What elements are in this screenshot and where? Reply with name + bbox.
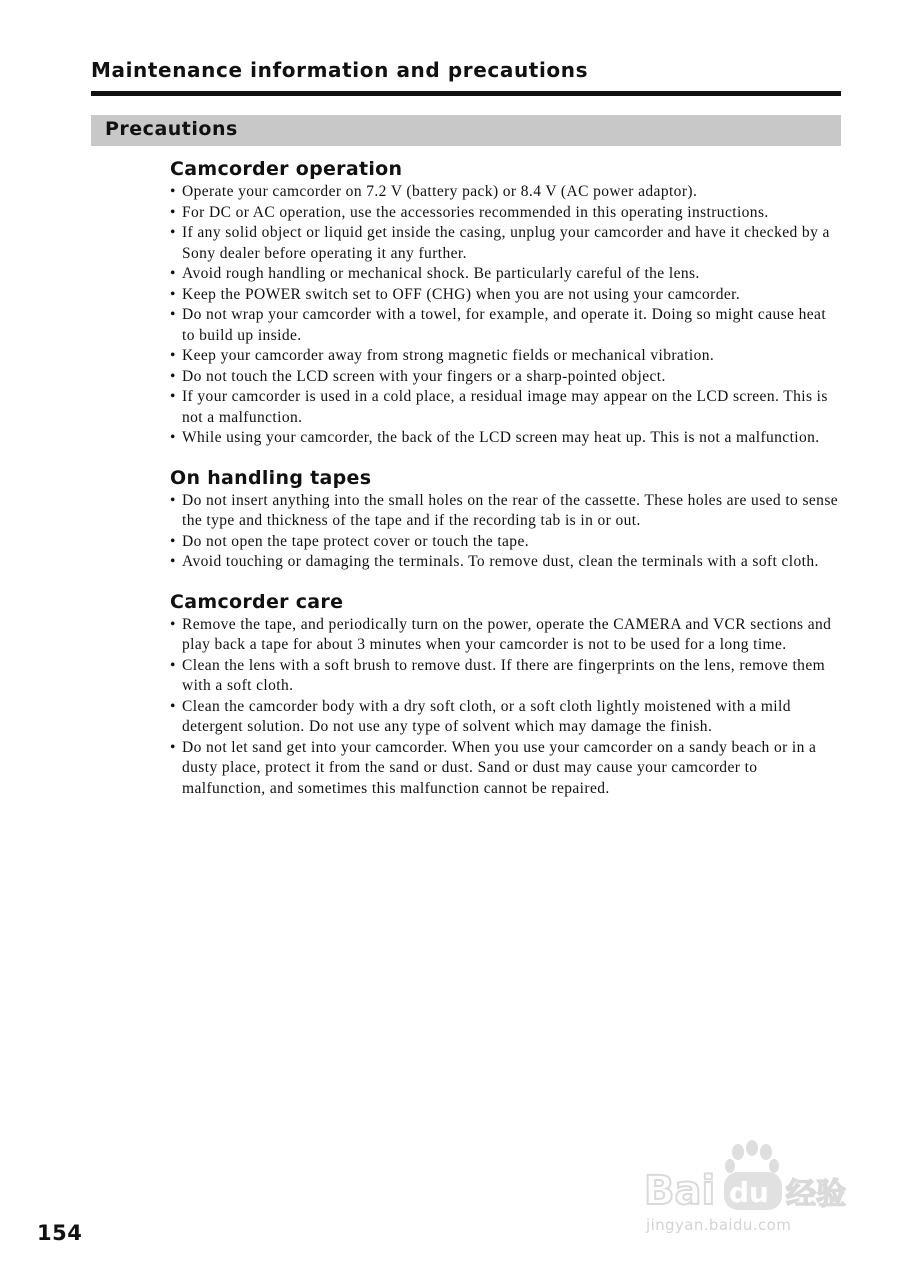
list-item (170, 285, 842, 306)
list-item (170, 738, 842, 800)
list-item (170, 346, 842, 367)
bullet-icon: • (170, 697, 176, 715)
list-item (170, 697, 842, 738)
list-item-text: While using your camcorder, the back of the LCD screen may heat up. This is not a malfunction. (182, 429, 820, 446)
subsection-camcorder-care (170, 589, 842, 800)
bullet-icon: • (170, 615, 176, 633)
bullet-icon: • (170, 553, 176, 570)
section-title: Precautions (105, 118, 238, 140)
section-bar (91, 115, 841, 146)
baidu-watermark (640, 1138, 850, 1248)
bullet-icon: • (170, 491, 176, 509)
bullet-icon: • (170, 388, 176, 405)
list-item (170, 552, 842, 573)
bullet-list (170, 491, 842, 573)
svg-text:经验: 经验 (786, 1177, 846, 1212)
list-item-text: Do not insert anything into the small holes on the rear of the cassette. These holes are used to sense the type and thickness of the tape and if the recording tab is in or out. (182, 491, 839, 529)
subsection-heading: Camcorder operation (170, 158, 403, 180)
list-item-text: Clean the camcorder body with a dry soft cloth, or a soft cloth lightly moistened with a mild detergent solution. Do not use any type of solvent which may damage the finish. (182, 697, 791, 735)
list-item-text: Clean the lens with a soft brush to remove dust. If there are fingerprints on the lens, remove them with a soft cloth. (182, 656, 826, 694)
content-body (170, 156, 842, 815)
bullet-icon: • (170, 285, 176, 303)
list-item (170, 264, 842, 285)
bullet-icon: • (170, 347, 176, 364)
list-item-text: Keep your camcorder away from strong magnetic fields or mechanical vibration. (182, 347, 715, 364)
list-item-text: Operate your camcorder on 7.2 V (battery pack) or 8.4 V (AC power adaptor). (182, 183, 698, 200)
bullet-icon: • (170, 183, 176, 200)
list-item (170, 491, 842, 532)
list-item (170, 182, 842, 203)
page-number: 154 (37, 1221, 83, 1245)
list-item-text: Do not wrap your camcorder with a towel, for example, and operate it. Doing so might cause heat to build up inside. (182, 306, 827, 344)
bullet-icon: • (170, 656, 176, 674)
list-item (170, 203, 842, 224)
bullet-icon: • (170, 367, 176, 385)
bullet-icon: • (170, 203, 176, 221)
list-item-text: If any solid object or liquid get inside the casing, unplug your camcorder and have it checked by a Sony dealer before operating it any further. (182, 224, 830, 262)
list-item-text: Do not let sand get into your camcorder. When you use your camcorder on a sandy beach or in a dusty place, protect it from the sand or dust. Sand or dust may cause your camcorder to malfunction, and sometimes this malfunction cannot be repaired. (182, 738, 817, 797)
bullet-icon: • (170, 738, 176, 756)
list-item-text: For DC or AC operation, use the accessories recommended in this operating instructions. (182, 203, 769, 221)
list-item (170, 367, 842, 388)
list-item (170, 532, 842, 553)
bullet-list (170, 182, 842, 449)
list-item-text: Do not touch the LCD screen with your fingers or a sharp-pointed object. (182, 367, 666, 385)
bullet-icon: • (170, 224, 176, 241)
watermark-url: jingyan.baidu.com (646, 1216, 792, 1234)
subsection-heading: Camcorder care (170, 590, 344, 613)
list-item-text: Avoid touching or damaging the terminals. To remove dust, clean the terminals with a soft cloth. (182, 553, 819, 570)
list-item (170, 656, 842, 697)
list-item-text: If your camcorder is used in a cold place, a residual image may appear on the LCD screen. This is not a malfunction. (182, 388, 828, 426)
svg-text:Bai: Bai (644, 1168, 716, 1214)
bullet-icon: • (170, 306, 176, 323)
list-item-text: Remove the tape, and periodically turn on the power, operate the CAMERA and VCR sections and play back a tape for about 3 minutes when your camcorder is not to be used for a long time. (182, 615, 832, 653)
bullet-icon: • (170, 429, 176, 446)
list-item (170, 428, 842, 449)
list-item-text: Avoid rough handling or mechanical shock. Be particularly careful of the lens. (182, 265, 700, 282)
subsection-camcorder-operation (170, 156, 842, 449)
list-item (170, 387, 842, 428)
subsection-handling-tapes (170, 465, 842, 573)
bullet-icon: • (170, 532, 176, 550)
page-header-title: Maintenance information and precautions (91, 58, 589, 82)
bullet-list (170, 615, 842, 800)
list-item (170, 305, 842, 346)
svg-text:du: du (729, 1176, 769, 1209)
header-rule (91, 91, 841, 96)
subsection-heading: On handling tapes (170, 466, 372, 489)
list-item (170, 615, 842, 656)
list-item-text: Keep the POWER switch set to OFF (CHG) when you are not using your camcorder. (182, 285, 741, 303)
list-item (170, 223, 842, 264)
baidu-paw-logo-icon (640, 1138, 850, 1218)
list-item-text: Do not open the tape protect cover or touch the tape. (182, 532, 530, 550)
bullet-icon: • (170, 265, 176, 282)
